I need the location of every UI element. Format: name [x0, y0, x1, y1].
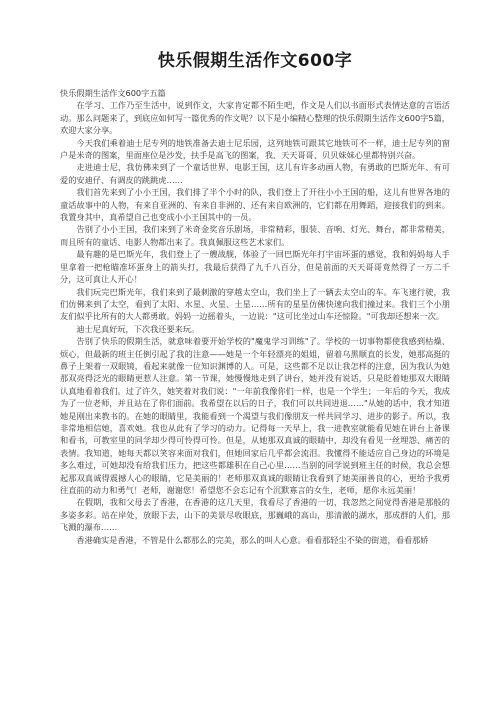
paragraph-2: 今天我们乘着迪士尼专列的地铁准备去迪士尼乐园，这列地铁可跟其它地铁可不一样，迪士尼专列的窗户是米奇的图案，里面座位是沙发，扶手是高飞的图案，我、天天哥哥、贝贝妹妹心里都特别兴奋。 [60, 137, 450, 161]
document-subtitle: 快乐假期生活作文600字五篇 [60, 88, 166, 98]
paragraph-8: 迪士尼真好玩，下次我还要来玩。 [76, 323, 200, 334]
paragraph-4: 我们首先来到了小小王国，我们排了半个小时的队，我们登上了开往小小王国的船，这儿有世界各地的童话故事中的人物，有来自亚洲的、有来自非洲的、还有来自欧洲的，它们都在用舞蹈，迎接我们的到来。我置身其中，真希望自己也变成小小王国其中的一员。 [60, 187, 450, 223]
document-title: 快乐假期生活作文600字 [157, 51, 353, 71]
paragraph-10: 在假期，我和父母去了香港，在香港的这几天里，我看尽了香港的一切，我忽然之间觉得香港是那般的多姿多彩。站在岸处，放眼下去，山下的美景尽收眼底，那巍峨的高山，那清澈的湖水，那成群的人们，那飞溅的瀑布…… [60, 497, 450, 533]
paragraph-1: 在学习、工作乃至生活中，说到作文，大家肯定都不陌生吧，作文是人们以书面形式表情达意的言语活动。那么问题来了，到底应如何写一篇优秀的作文呢？以下是小编精心整理的快乐假期生活作文600字5篇，欢迎大家分享。 [60, 100, 450, 136]
paragraph-11: 香港确实是香港，不管是什么都那么的完美，那么的叫人心意。看看那轻尘不染的街道，看看那娇 [76, 534, 429, 545]
paragraph-5: 告别了小小王国，我们来到了米奇金奖音乐剧场，非常精彩，服装、音响、灯光、舞台，都非常精美，而且所有的童话、电影人物都出来了。我真佩服这些艺术家们。 [60, 224, 450, 247]
paragraph-3: 走进迪士尼，我仿佛来到了一个童话世界、电影王国，这儿有许多动画人物，有勇敢的巴斯光年、有可爱的安迪仔、有调皮的跳跳虎…… [60, 162, 450, 185]
paragraph-7: 我们玩完巴斯光年，我们来到了最刺激的穿越太空山，我们坐上了一辆去太空山的车。车飞速行驶，我们仿佛来到了太空，看到了太阳、水星、火星、土星……所有的星星仿佛快速向我们撞过来。我们三个小朋友们似乎比所有的大人都勇敢。妈妈一边摇着头，一边说："这可比坐过山车还惊险。"可我却还想来一次。 [60, 286, 450, 322]
paragraph-6: 最有趣的是巴斯光年，我们登上了一艘战舰，体验了一回巴斯光年打宇宙坏蛋的感觉，我和妈妈每人手里拿着一把枪瞄准坏蛋身上的箭头打，我最后获得了九千八百分，但是前面的天天哥哥竟然得了一万二千分，这可真让人开心！ [60, 249, 450, 285]
paragraph-9: 告别了快乐的假期生活，就意味着要开始学校的"魔鬼学习训练"了。学校的一切事物都使我感到枯燥、烦心，但最新的班主任倒引起了我的注意——她是一个年轻漂亮的姐姐，留着乌黑顺直的长发，她那高挺的鼻子上架着一双眼镜，看起来就像一位知识渊博的人。可是，这些都不足以让我怎样的注意，因为我认为她那双亮得泛光的眼睛更惹人注意。第一节课，她慢慢地走到了讲台，她并没有说话，只是眨着她那双大眼睛认真地看着我们。过了许久，她笑着对我们说："一年前我像你们一样，也是一个学生；一年后的今天，我成为了一位老师，并且站在了你们面前。我希望在以后的日子，我们可以共同进退……"从她的话中，我才知道她是刚出来教书的。在她的眼睛里，我能看到一个渴望与我们像朋友一样共同学习、进步的影子。所以，我非常地相信她，喜欢她。我也从此有了学习的动力。记得每一天早上，我一进教室就能看见她在讲台上备课和看书，可教室里的同学却少得可怜得可怜。但是，从她那双真诚的眼睛中，却没有看见一丝埋怨、痛苦的表情。我知道，她每天都以笑容来面对我们，但她回家后几乎都会流泪。我懂得不能适应自己身边的环境是多么难过，可她却没有给我们压力，把这些都雄积在自己心里……当别的同学说到班主任的时候，我总会想起那双真诚得震撼人心的眼睛，它是美丽的！老师那双真诚的眼睛让我看到了她美丽善良的心，更给予我勇往直前的动力和勇气！老师，谢谢您！希望您不会忘记有个沉默寡言的女生，老师，愿你永远美丽！ [60, 336, 450, 495]
